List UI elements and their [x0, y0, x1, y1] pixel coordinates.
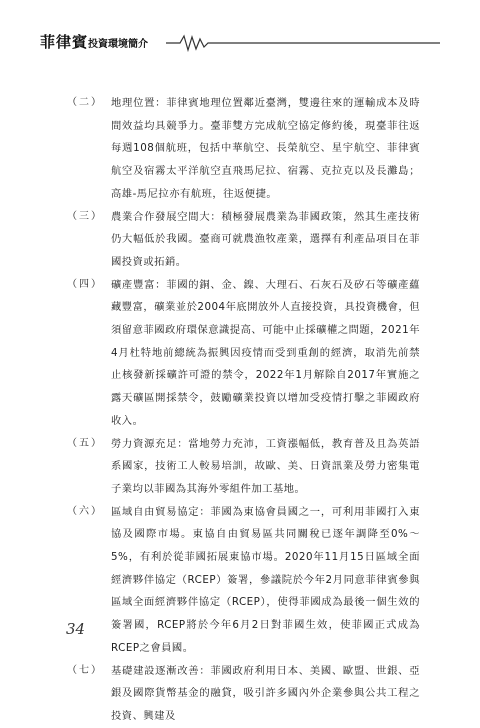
- list-item: [67, 433, 420, 501]
- item-number: （七）: [67, 664, 103, 676]
- list-item: [67, 501, 420, 660]
- header-title-sub: 投資環境簡介: [88, 39, 149, 50]
- list-item: [67, 206, 420, 274]
- header-title: [40, 32, 148, 52]
- item-text: 基礎建設逐漸改善：菲國政府利用日本、美國、歐盟、世銀、亞銀及國際貨幣基金的融貸，吸引許多國內外企業參與公共工程之投資、興建及: [111, 664, 420, 722]
- item-number: （六）: [67, 505, 103, 517]
- item-text: 勞力資源充足：當地勞力充沛，工資漲幅低，教育普及且為英語系國家，技術工人較易培訓，故歐、美、日資訊業及勞力密集電子業均以菲國為其海外零組件加工基地。: [111, 437, 420, 495]
- item-number: （五）: [67, 437, 103, 449]
- item-text: 礦產豐富：菲國的銅、金、鎳、大理石、石灰石及矽石等礦產蘊藏豐富，礦業並於2004年底開放外人直接投資，具投資機會，但須留意菲國政府環保意識提高、可能中止採礦權之問題，2021年4月杜特地前總統為振興因疫情而受到重創的經濟，取消先前禁止核發新採礦許可證的禁令，2022年1月解除自2017年實施之露天礦區開採禁令，鼓勵礦業投資以增加受疫情打擊之菲國政府收入。: [111, 278, 420, 427]
- item-number: （三）: [67, 210, 103, 222]
- list-item: [67, 660, 420, 728]
- header-heartbeat-line: [166, 34, 440, 52]
- item-text: 區域自由貿易協定：菲國為東協會員國之一，可利用菲國打入東協及國際市場。東協自由貿易區共同關稅已逐年調降至0%～5%，有利於從菲國拓展東協市場。2020年11月15日區域全面經濟夥伴協定（RCEP）簽署，參議院於今年2月同意菲律賓參與區域全面經濟夥伴協定（RCEP），使得菲國成為最後一個生效的簽署國，RCEP將於今年6月2日對菲國生效，使菲國正式成為RCEP之會員國。: [111, 505, 420, 654]
- item-number: （二）: [67, 97, 103, 108]
- document-body: [67, 92, 420, 728]
- header-title-main: 菲律賓: [40, 33, 89, 51]
- item-text: 農業合作發展空間大：積極發展農業為菲國政策，然其生產技術仍大幅低於我國。臺商可就農漁牧產業，選擇有利產品項目在菲國投資或拓銷。: [111, 210, 420, 268]
- page-number: 34: [66, 620, 86, 638]
- list-item: [67, 274, 420, 433]
- list-item: [67, 92, 420, 206]
- running-header: [40, 32, 440, 54]
- item-text: 地理位置：菲律賓地理位置鄰近臺灣，雙邊往來的運輸成本及時間效益均具競爭力。臺菲雙方完成航空協定修約後，現臺菲往返每週108個航班，包括中華航空、長榮航空、星宇航空、菲律賓航空及宿霧太平洋航空直飛馬尼拉、宿霧、克拉克以及長灘島；高雄-馬尼拉亦有航班，往返便捷。: [111, 97, 420, 200]
- item-number: （四）: [67, 278, 103, 290]
